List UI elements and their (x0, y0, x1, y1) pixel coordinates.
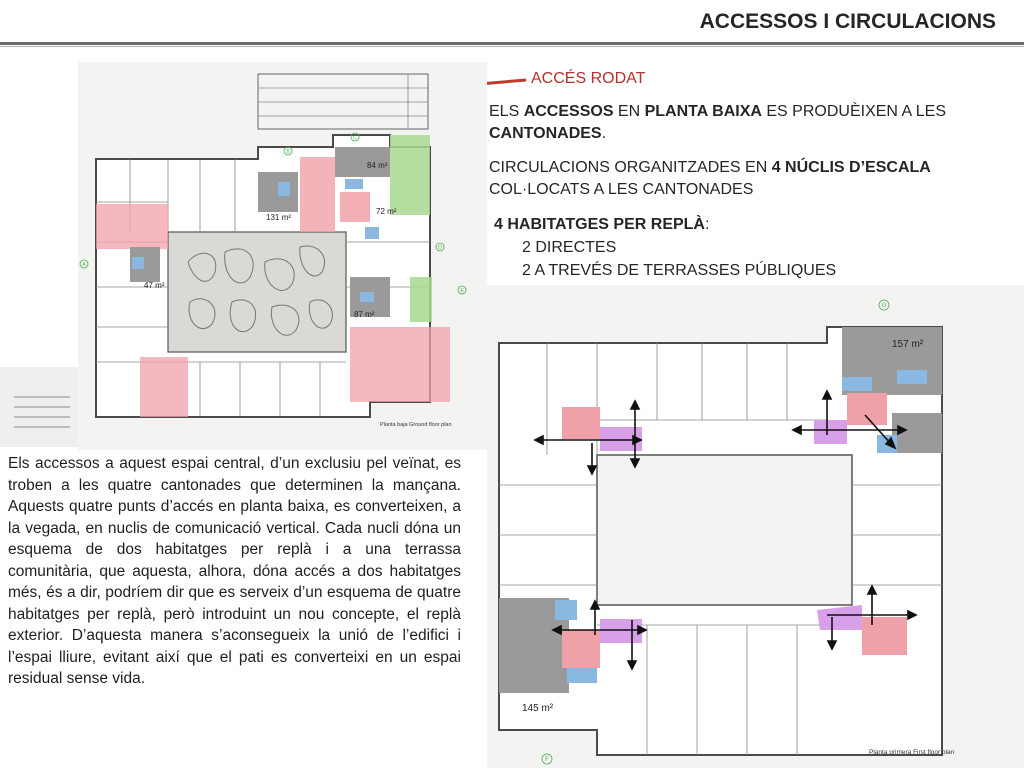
ground-area-131: 131 m² (266, 213, 291, 222)
title-divider (0, 42, 1024, 45)
grid-mark-g: G (881, 303, 887, 309)
habitatges-directes: 2 DIRECTES (522, 239, 617, 256)
ground-area-72: 72 m² (376, 207, 397, 216)
grid-mark-e: E (460, 288, 464, 294)
ground-area-47: 47 m² (144, 281, 165, 290)
ground-area-84: 84 m² (367, 161, 388, 170)
first-plan-caption: Planta primera First floor plan (869, 749, 955, 756)
grid-mark-d: D (438, 245, 442, 251)
title-divider-thin (0, 46, 1024, 47)
ground-plan-caption: Planta baja Ground floor plan (380, 422, 452, 428)
page-title: ACCESSOS I CIRCULACIONS (699, 10, 996, 33)
grid-mark-a: A (82, 262, 86, 268)
habitatges-note: 4 HABITATGES PER REPLÀ: (494, 216, 710, 233)
description-paragraph: Els accessos a aquest espai central, d’un exclusiu pel veïnat, es troben a les quatre cantonades que determinen la mançana. Aquests quatre punts d’accés en planta baixa, es converteixen, a la vegada, en nuclis de comunicació vertical. Cada nucli dóna un esquema de dos habitatges per replà i a una terrassa comunitària, que aquesta, alhora, dóna accés a dos habitatges més, és a dir, podríem dir que es serveix d’un esquema de quatre habitatges per replà, però introduint un nou concepte, el replà exterior. D’aquesta manera s’aconsegueix la unió de l’edifici i l’espai lliure, evitant així que el pati es converteixi en un espai residual sense vida. (8, 455, 461, 687)
acces-rodat-label: ACCÉS RODAT (531, 70, 646, 87)
ground-area-87: 87 m² (354, 310, 375, 319)
accessos-note: ELS ACCESSOS EN PLANTA BAIXA ES PRODUÈIXEN A LES CANTONADES. (489, 103, 947, 142)
grid-mark-c: C (353, 135, 357, 141)
grid-mark-b: B (286, 149, 290, 155)
ground-floor-plan (0, 62, 487, 450)
grid-mark-f: F (545, 757, 549, 763)
habitatges-terrasses: 2 A TREVÉS DE TERRASSES PÚBLIQUES (522, 262, 837, 279)
first-area-157: 157 m² (892, 339, 924, 350)
first-area-145: 145 m² (522, 703, 554, 714)
first-floor-plan (487, 285, 1024, 768)
circulacions-note: CIRCULACIONS ORGANITZADES EN 4 NÚCLIS D’ESCALA COL·LOCATS A LES CANTONADES (489, 159, 931, 198)
